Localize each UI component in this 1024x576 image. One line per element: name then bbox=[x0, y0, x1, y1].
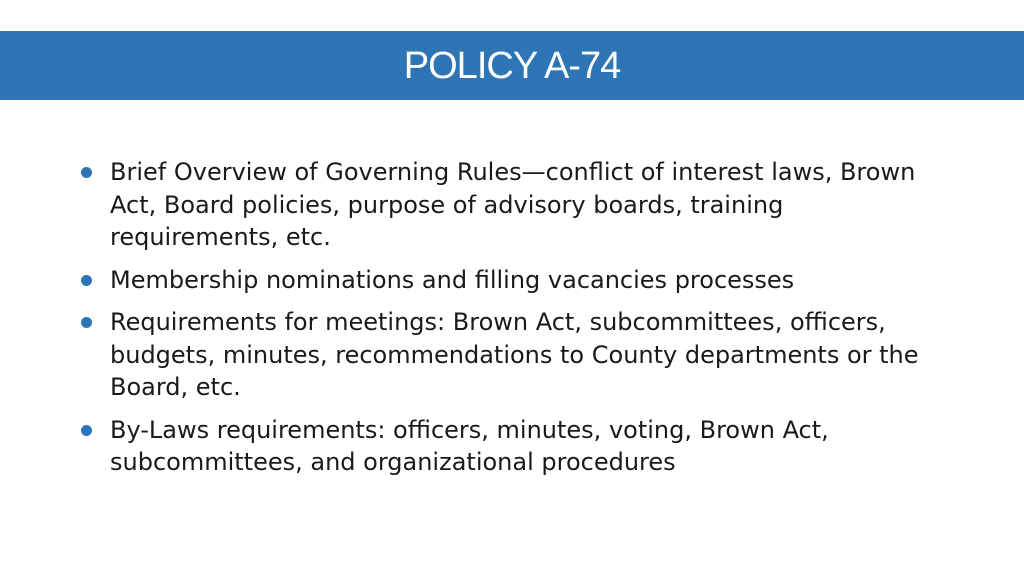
bullet-item bbox=[78, 414, 958, 479]
bullet-text: Membership nominations and filling vacancies processes bbox=[110, 265, 795, 294]
bullet-list bbox=[78, 156, 958, 489]
bullet-item bbox=[78, 264, 958, 297]
bullet-text: Requirements for meetings: Brown Act, subcommittees, officers, budgets, minutes, recommendations to County departments or the Board, etc. bbox=[110, 308, 919, 401]
bullet-item bbox=[78, 306, 958, 404]
bullet-dot-icon bbox=[81, 425, 92, 436]
bullet-text: By-Laws requirements: officers, minutes, voting, Brown Act, subcommittees, and organizational procedures bbox=[110, 415, 829, 476]
bullet-dot-icon bbox=[81, 275, 92, 286]
bullet-dot-icon bbox=[81, 167, 92, 178]
bullet-dot-icon bbox=[81, 317, 92, 328]
bullet-item bbox=[78, 156, 958, 254]
title-bar bbox=[0, 31, 1024, 100]
slide-title: POLICY A-74 bbox=[403, 44, 621, 87]
bullet-text: Brief Overview of Governing Rules—conflict of interest laws, Brown Act, Board policies, purpose of advisory boards, training requirements, etc. bbox=[110, 158, 916, 251]
